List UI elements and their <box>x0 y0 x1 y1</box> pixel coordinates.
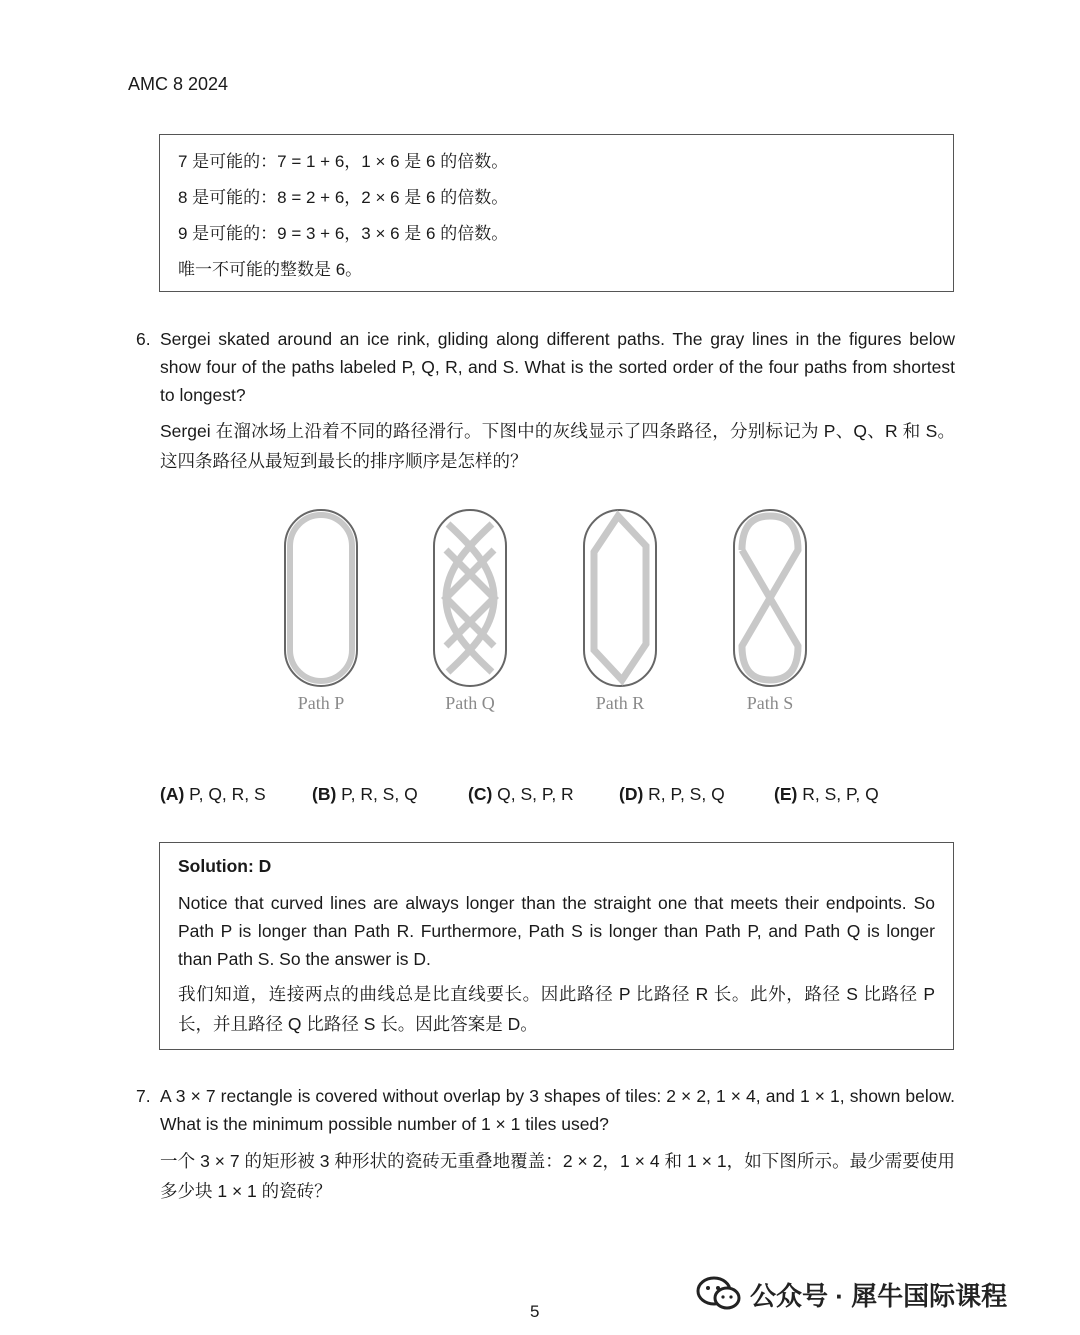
path-r-rink <box>584 510 656 686</box>
question-6-text-cn: Sergei 在溜冰场上沿着不同的路径滑行。下图中的灰线显示了四条路径，分别标记为 P、Q、R 和 S。这四条路径从最短到最长的排序顺序是怎样的？ <box>160 421 955 471</box>
question-7-text-cn: 一个 3 × 7 的矩形被 3 种形状的瓷砖无重叠地覆盖：2 × 2，1 × 4 和 1 × 1，如下图所示。最少需要使用多少块 1 × 1 的瓷砖？ <box>160 1151 955 1201</box>
choice-letter: (C) <box>468 784 493 804</box>
solution-line: 7 是可能的：7 = 1 + 6，1 × 6 是 6 的倍数。 <box>178 152 509 171</box>
page-number: 5 <box>530 1302 540 1321</box>
choice-letter: (B) <box>312 784 337 804</box>
choice-text: P, R, S, Q <box>341 784 418 804</box>
choice-text: R, P, S, Q <box>648 784 725 804</box>
solution-6-box <box>159 842 954 1050</box>
choice-text: P, Q, R, S <box>189 784 266 804</box>
page-header: AMC 8 2024 <box>128 74 229 94</box>
solution-text-en: Notice that curved lines are always longer than the straight one that meets their endpoints. So Path P is longer than Path R. Furthermore, Path S is longer than Path P, and Path Q is longer than Path S. So the answer is D. <box>178 893 935 969</box>
solution-line: 8 是可能的：8 = 2 + 6，2 × 6 是 6 的倍数。 <box>178 188 509 207</box>
choice-d[interactable] <box>619 784 725 805</box>
choice-letter: (E) <box>774 784 798 804</box>
choice-c[interactable] <box>468 784 574 805</box>
wechat-icon <box>696 1276 742 1312</box>
wechat-watermark <box>696 1274 1007 1314</box>
choice-b[interactable] <box>312 784 418 805</box>
path-q-rink <box>434 510 506 686</box>
solution-text-cn: 我们知道，连接两点的曲线总是比直线要长。因此路径 P 比路径 R 长。此外，路径 S 比路径 P 长，并且路径 Q 比路径 S 长。因此答案是 D。 <box>178 984 935 1034</box>
choice-a[interactable] <box>160 784 266 805</box>
path-s-rink <box>734 510 806 686</box>
choice-text: Q, S, P, R <box>497 784 574 804</box>
choice-letter: (A) <box>160 784 185 804</box>
choice-e[interactable] <box>774 784 879 805</box>
question-6-number: 6. <box>136 329 151 349</box>
choice-text: R, S, P, Q <box>802 784 879 804</box>
paths-figure <box>270 500 830 730</box>
path-r-label: Path R <box>595 693 645 713</box>
path-q-label: Path Q <box>445 693 495 713</box>
previous-solution-box <box>159 134 954 292</box>
watermark-text: 公众号 · 犀牛国际课程 <box>750 1280 1008 1311</box>
question-7-text-en: A 3 × 7 rectangle is covered without overlap by 3 shapes of tiles: 2 × 2, 1 × 4, and 1 × 1, shown below. What is the minimum possible number of 1 × 1 tiles used? <box>160 1086 955 1134</box>
question-6-text-en: Sergei skated around an ice rink, gliding along different paths. The gray lines in the figures below show four of the paths labeled P, Q, R, and S. What is the sorted order of the four paths from shortest to longest? <box>160 329 955 405</box>
question-7-number: 7. <box>136 1086 151 1106</box>
choice-letter: (D) <box>619 784 644 804</box>
path-p-rink <box>285 510 357 686</box>
solution-line: 唯一不可能的整数是 6。 <box>178 260 363 279</box>
answer-choices <box>160 784 940 812</box>
path-p-label: Path P <box>297 693 345 713</box>
solution-line: 9 是可能的：9 = 3 + 6，3 × 6 是 6 的倍数。 <box>178 224 509 243</box>
path-s-label: Path S <box>746 693 794 713</box>
solution-title: Solution: D <box>178 856 272 876</box>
